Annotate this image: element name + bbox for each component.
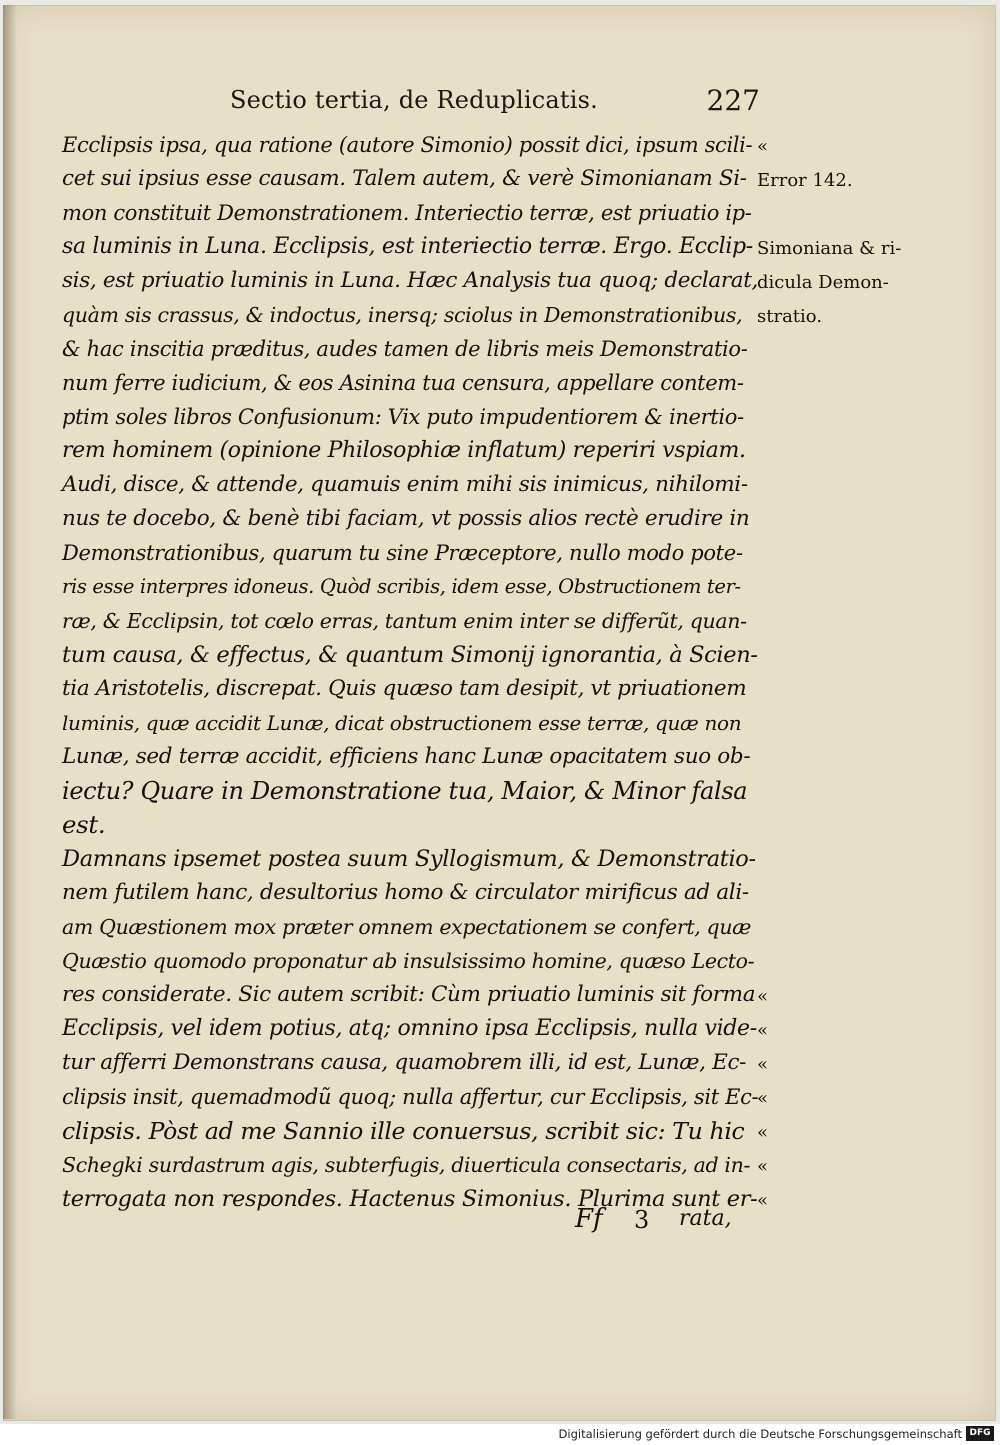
text-line: sis, est priuatio luminis in Luna. Hæc Analysis tua quoq; declarat, — [62, 268, 759, 293]
text-line: ris esse interpres idoneus. Quòd scribis, idem esse, Obstructionem ter- — [62, 575, 741, 598]
text-line: clipsis. Pòst ad me Sannio ille conuersus, scribit sic: Tu hic — [62, 1117, 745, 1145]
text-line: est. — [62, 810, 106, 839]
quotation-mark: « — [757, 1054, 769, 1075]
page-number: 227 — [706, 84, 760, 117]
margin-note: Simoniana & ri- — [757, 238, 902, 259]
text-line: terrogata non respondes. Hactenus Simonius. Plurima sunt er- — [62, 1186, 758, 1212]
quotation-mark: « — [757, 1122, 769, 1143]
quotation-mark: « — [757, 1088, 769, 1109]
text-line: Audi, disce, & attende, quamuis enim mihi sis inimicus, nihilomi- — [62, 472, 748, 497]
text-line: ræ, & Ecclipsin, tot cœlo erras, tantum enim inter se differũt, quan- — [62, 609, 747, 633]
text-line: Ecclipsis ipsa, qua ratione (autore Simonio) possit dici, ipsum scili- — [62, 133, 753, 157]
margin-note: stratio. — [757, 306, 823, 327]
quotation-mark: « — [757, 1156, 769, 1177]
running-title: Sectio tertia, de Reduplicatis. — [230, 86, 598, 114]
dfg-credit-text: Digitalisierung gefördert durch die Deutsche Forschungsgemeinschaft — [558, 1427, 962, 1441]
text-line: cet sui ipsius esse causam. Talem autem, & verè Simonianam Si- — [62, 166, 747, 191]
quotation-mark: « — [757, 136, 769, 157]
text-line: Damnans ipsemet postea suum Syllogismum, & Demonstratio- — [62, 846, 756, 872]
text-line: num ferre iudicium, & eos Asinina tua censura, appellare contem- — [62, 371, 744, 395]
text-line: clipsis insit, quemadmodũ quoq; nulla affertur, cur Ecclipsis, sit Ec- — [62, 1085, 759, 1109]
text-line: tia Aristotelis, discrepat. Quis quæso tam desipit, vt priuationem — [62, 676, 747, 701]
text-line: ptim soles libros Confusionum: Vix puto impudentiorem & inertio- — [62, 405, 744, 429]
binding-shadow — [3, 5, 17, 1419]
text-line: luminis, quæ accidit Lunæ, dicat obstructionem esse terræ, quæ non — [62, 711, 742, 735]
text-line: am Quæstionem mox præter omnem expectationem se confert, quæ — [62, 915, 752, 939]
text-line: mon constituit Demonstrationem. Interiectio terræ, est priuatio ip- — [62, 201, 752, 225]
signature-mark: Ff — [575, 1204, 603, 1234]
text-line: nus te docebo, & benè tibi faciam, vt possis alios rectè erudire in — [62, 506, 750, 531]
signature-number: 3 — [634, 1206, 650, 1234]
text-line: quàm sis crassus, & indoctus, inersq; sciolus in Demonstrationibus, — [62, 303, 743, 327]
margin-note: dicula Demon- — [757, 272, 889, 293]
text-line: Quæstio quomodo proponatur ab insulsissimo homine, quæso Lecto- — [62, 949, 755, 973]
quotation-mark: « — [757, 1020, 769, 1041]
text-line: Lunæ, sed terræ accidit, efficiens hanc Lunæ opacitatem suo ob- — [62, 744, 751, 769]
text-line: Demonstrationibus, quarum tu sine Præceptore, nullo modo pote- — [62, 541, 743, 565]
quotation-mark: « — [757, 1190, 769, 1211]
text-line: sa luminis in Luna. Ecclipsis, est interiectio terræ. Ergo. Ecclip- — [62, 234, 753, 259]
dfg-logo-icon: DFG — [966, 1426, 994, 1441]
text-line: res considerate. Sic autem scribit: Cùm priuatio luminis sit forma — [62, 982, 756, 1007]
text-line: Ecclipsis, vel idem potius, atq; omnino ipsa Ecclipsis, nulla vide- — [62, 1016, 757, 1041]
text-line: iectu? Quare in Demonstratione tua, Maior, & Minor falsa — [62, 777, 748, 805]
margin-note: Error 142. — [757, 170, 853, 191]
quotation-mark: « — [757, 986, 769, 1007]
text-line: rem hominem (opinione Philosophiæ inflatum) reperiri vspiam. — [62, 438, 746, 463]
text-line: Schegki surdastrum agis, subterfugis, diuerticula consectaris, ad in- — [62, 1153, 751, 1177]
body-text — [62, 128, 758, 1216]
page-header — [230, 86, 760, 126]
text-line: nem futilem hanc, desultorius homo & circulator mirificus ad ali- — [62, 880, 749, 905]
text-line: & hac inscitia præditus, audes tamen de libris meis Demonstratio- — [62, 337, 748, 361]
text-line: tur afferri Demonstrans causa, quamobrem illi, id est, Lunæ, Ec- — [62, 1050, 747, 1075]
dfg-credit-bar — [0, 1424, 1000, 1445]
catchword: rata, — [679, 1206, 732, 1231]
page-footer — [575, 1204, 760, 1240]
text-line: tum causa, & effectus, & quantum Simonij ignorantia, à Scien- — [62, 642, 758, 668]
